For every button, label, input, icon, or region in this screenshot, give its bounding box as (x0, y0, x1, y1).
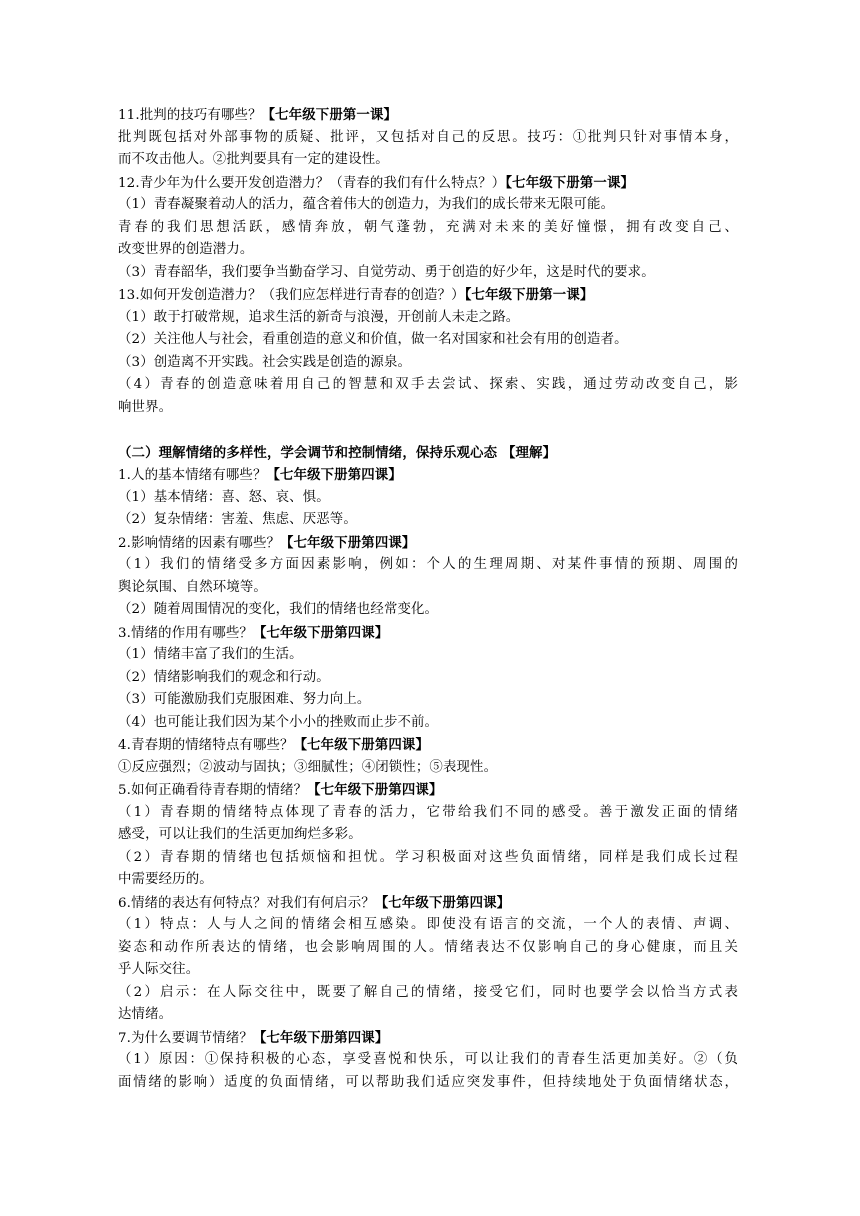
text-line: （3）可能激励我们克服困难、努力向上。 (118, 692, 371, 707)
text-line: （2）启示：在人际交往中，既要了解自己的情绪，接受它们，同时也要学会以恰当方式表 (118, 984, 738, 1000)
question-text: 1.人的基本情绪有哪些？ (118, 468, 267, 483)
text-line: 姿态和动作所表达的情绪，也会影响周围的人。情绪表达不仅影响自己的身心健康，而且关 (118, 939, 738, 955)
text-line: 青春的我们思想活跃，感情奔放，朝气蓬勃，充满对未来的美好憧憬，拥有改变自己、 (118, 219, 738, 235)
text-line: （1）原因：①保持积极的心态，享受喜悦和快乐，可以让我们的青春生活更加美好。②（负 (118, 1052, 738, 1067)
text-line: （2）情绪影响我们的观念和行动。 (118, 669, 330, 685)
question-text: 5.如何正确看待青春期的情绪？ (118, 783, 308, 798)
lesson-tag: 【七年级下册第四课】 (307, 782, 443, 798)
question-line (118, 104, 738, 127)
question-line (118, 892, 738, 915)
lesson-tag: 【七年级下册第四课】 (252, 624, 389, 641)
lesson-tag: 【七年级下册第四课】 (266, 467, 402, 483)
question-text: 3.情绪的作用有哪些？ (118, 625, 253, 641)
lesson-tag: 【七年级下册第一课】 (505, 174, 635, 191)
text-line: 改变世界的创造潜力。 (118, 242, 254, 257)
text-line: （4）也可能让我们因为某个小小的挫败而止步不前。 (118, 714, 439, 730)
text-line: 批判既包括对外部事物的质疑、批评，又包括对自己的反思。技巧：①批判只针对事情本身， (118, 129, 738, 145)
question-line (118, 779, 738, 802)
text-line: 中需要经历的。 (118, 872, 213, 887)
question-text: 11.批判的技巧有哪些？ (118, 108, 262, 123)
text-line: 舆论氛围、自然环境等。 (118, 579, 267, 595)
text-line: 感受，可以让我们的生活更加绚烂多彩。 (118, 827, 362, 842)
text-line: （2）随着周围情况的变化，我们的情绪也经常变化。 (118, 602, 439, 617)
question-text: 2.影响情绪的因素有哪些？ (118, 535, 281, 551)
text-line: （1）我们的情绪受多方面因素影响，例如：个人的生理周期、对某件事情的预期、周围的 (118, 557, 738, 572)
lesson-tag: 【七年级下册第一课】 (464, 287, 594, 303)
question-text: 13.如何开发创造潜力？（我们应怎样进行青春的创造？） (118, 288, 465, 303)
lesson-tag: 【七年级下册第四课】 (252, 1029, 389, 1046)
text-line: （3）创造离不开实践。社会实践是创造的源泉。 (118, 354, 412, 370)
question-text: 6.情绪的表达有何特点？对我们有何启示？ (118, 895, 375, 911)
text-line: （4）青春的创造意味着用自己的智慧和双手去尝试、探索、实践，通过劳动改变自己，影 (118, 377, 738, 392)
lesson-tag: 【七年级下册第四课】 (280, 534, 416, 551)
lesson-tag: 【七年级下册第四课】 (293, 737, 429, 753)
text-line: （1）青春凝聚着动人的活力，蕴含着伟大的创造力，为我们的成长带来无限可能。 (118, 197, 615, 212)
text-line: 达情绪。 (118, 1007, 173, 1022)
text-line: （1）敢于打破常规，追求生活的新奇与浪漫，开创前人未走之路。 (118, 309, 520, 325)
text-line: （2）复杂情绪：害羞、焦虑、厌恶等。 (118, 512, 357, 527)
question-line (118, 464, 738, 487)
text-line: ①反应强烈；②波动与固执；③细腻性；④闭锁性；⑤表现性。 (118, 759, 498, 775)
text-line: （3）青春韶华，我们要争当勤奋学习、自觉劳动、勇于创造的好少年，这是时代的要求。 (118, 264, 655, 280)
document-body (118, 104, 738, 1094)
question-line (118, 532, 738, 555)
text-line: 而不攻击他人。②批判要具有一定的建设性。 (118, 152, 389, 167)
blank-line (118, 419, 738, 442)
text-line: 响世界。 (118, 399, 173, 415)
text-line: （2）关注他人与社会，看重创造的意义和价值，做一名对国家和社会有用的创造者。 (118, 332, 628, 347)
question-text: 4.青春期的情绪特点有哪些？ (118, 738, 294, 753)
text-line: （1）青春期的情绪特点体现了青春的活力，它带给我们不同的感受。善于激发正面的情绪 (118, 804, 738, 820)
question-line (118, 172, 738, 195)
text-line: 乎人际交往。 (118, 962, 200, 977)
lesson-tag: 【七年级下册第一课】 (261, 107, 398, 123)
text-line: （1）情绪丰富了我们的生活。 (118, 647, 303, 662)
text-line: 面情绪的影响）适度的负面情绪，可以帮助我们适应突发事件，但持续地处于负面情绪状态， (118, 1074, 738, 1090)
text-line: （1）特点：人与人之间的情绪会相互感染。即使没有语言的交流，一个人的表情、声调、 (118, 917, 738, 932)
lesson-tag: 【七年级下册第四课】 (374, 894, 511, 911)
question-text: 12.青少年为什么要开发创造潜力？（青春的我们有什么特点？） (118, 175, 506, 191)
question-line (118, 622, 738, 645)
question-text: 7.为什么要调节情绪？ (118, 1030, 253, 1046)
text-line: （2）青春期的情绪也包括烦恼和担忧。学习积极面对这些负面情绪，同样是我们成长过程 (118, 849, 738, 865)
question-line (118, 284, 738, 307)
question-line (118, 734, 738, 757)
text-line: （1）基本情绪：喜、怒、哀、惧。 (118, 489, 330, 505)
question-line (118, 1027, 738, 1050)
section-heading: （二）理解情绪的多样性，学会调节和控制情绪，保持乐观心态 【理解】 (118, 444, 557, 461)
